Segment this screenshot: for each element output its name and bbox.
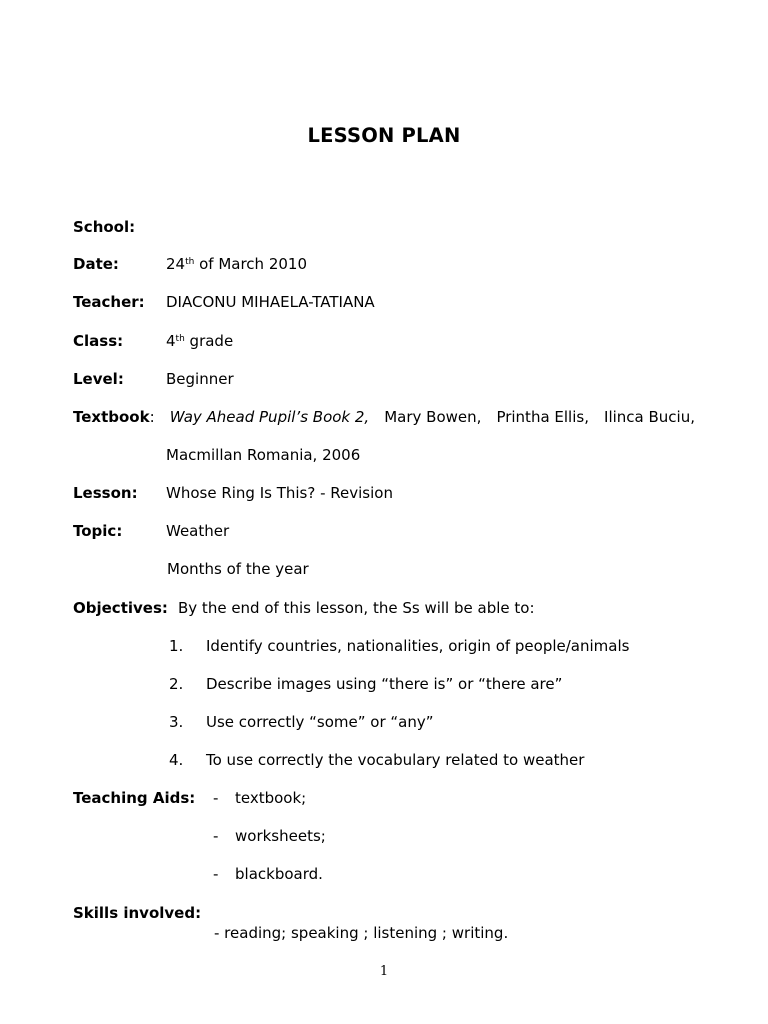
teaching-aid-dash-1: - (213, 789, 219, 807)
date-value (166, 255, 307, 273)
teaching-aid-1: textbook; (235, 789, 307, 807)
level-value: Beginner (166, 370, 234, 388)
teaching-aid-3: blackboard. (235, 865, 323, 883)
date-day: 24 (166, 255, 186, 273)
level-label: Level: (73, 370, 124, 388)
textbook-author-1: Mary Bowen, (384, 408, 482, 426)
teaching-aid-2: worksheets; (235, 827, 326, 845)
teaching-aid-dash-3: - (213, 865, 219, 883)
objective-num-1: 1. (169, 637, 184, 655)
school-label: School: (73, 218, 136, 236)
page-title: LESSON PLAN (307, 124, 461, 147)
objective-num-2: 2. (169, 675, 184, 693)
lesson-value: Whose Ring Is This? - Revision (166, 484, 393, 502)
topic-value-2: Months of the year (167, 560, 309, 578)
teaching-aid-dash-2: - (213, 827, 219, 845)
objectives-intro: By the end of this lesson, the Ss will be able to: (178, 599, 535, 617)
lesson-label: Lesson: (73, 484, 138, 502)
skills-text: - reading; speaking ; listening ; writing. (214, 924, 509, 942)
class-rest: grade (184, 332, 234, 350)
teacher-value: DIACONU MIHAELA-TATIANA (166, 293, 375, 311)
objective-text-1: Identify countries, nationalities, origin of people/animals (206, 637, 630, 655)
objective-text-4: To use correctly the vocabulary related to weather (206, 751, 585, 769)
class-value (166, 332, 233, 350)
page-number: 1 (379, 964, 389, 979)
class-num: 4 (166, 332, 176, 350)
date-day-suffix: th (185, 257, 195, 267)
date-rest: of March 2010 (194, 255, 307, 273)
objective-num-4: 4. (169, 751, 184, 769)
textbook-line (73, 408, 695, 426)
topic-value-1: Weather (166, 522, 230, 540)
class-label: Class: (73, 332, 124, 350)
textbook-publisher: Macmillan Romania, 2006 (166, 446, 361, 464)
textbook-colon: : (149, 408, 155, 426)
skills-label: Skills involved: (73, 904, 202, 922)
teaching-aids-label: Teaching Aids: (73, 789, 196, 807)
textbook-author-3: Ilinca Buciu, (604, 408, 695, 426)
textbook-author-2: Printha Ellis, (496, 408, 589, 426)
textbook-label: Textbook (73, 408, 150, 426)
date-label: Date: (73, 255, 119, 273)
objective-num-3: 3. (169, 713, 184, 731)
objective-text-2: Describe images using “there is” or “there are” (206, 675, 563, 693)
textbook-label-group (73, 408, 155, 426)
textbook-title: Way Ahead Pupil’s Book 2, (169, 408, 370, 426)
topic-label: Topic: (73, 522, 123, 540)
teacher-label: Teacher: (73, 293, 145, 311)
class-suffix: th (175, 334, 185, 344)
objectives-label: Objectives: (73, 599, 168, 617)
objective-text-3: Use correctly “some” or “any” (206, 713, 434, 731)
